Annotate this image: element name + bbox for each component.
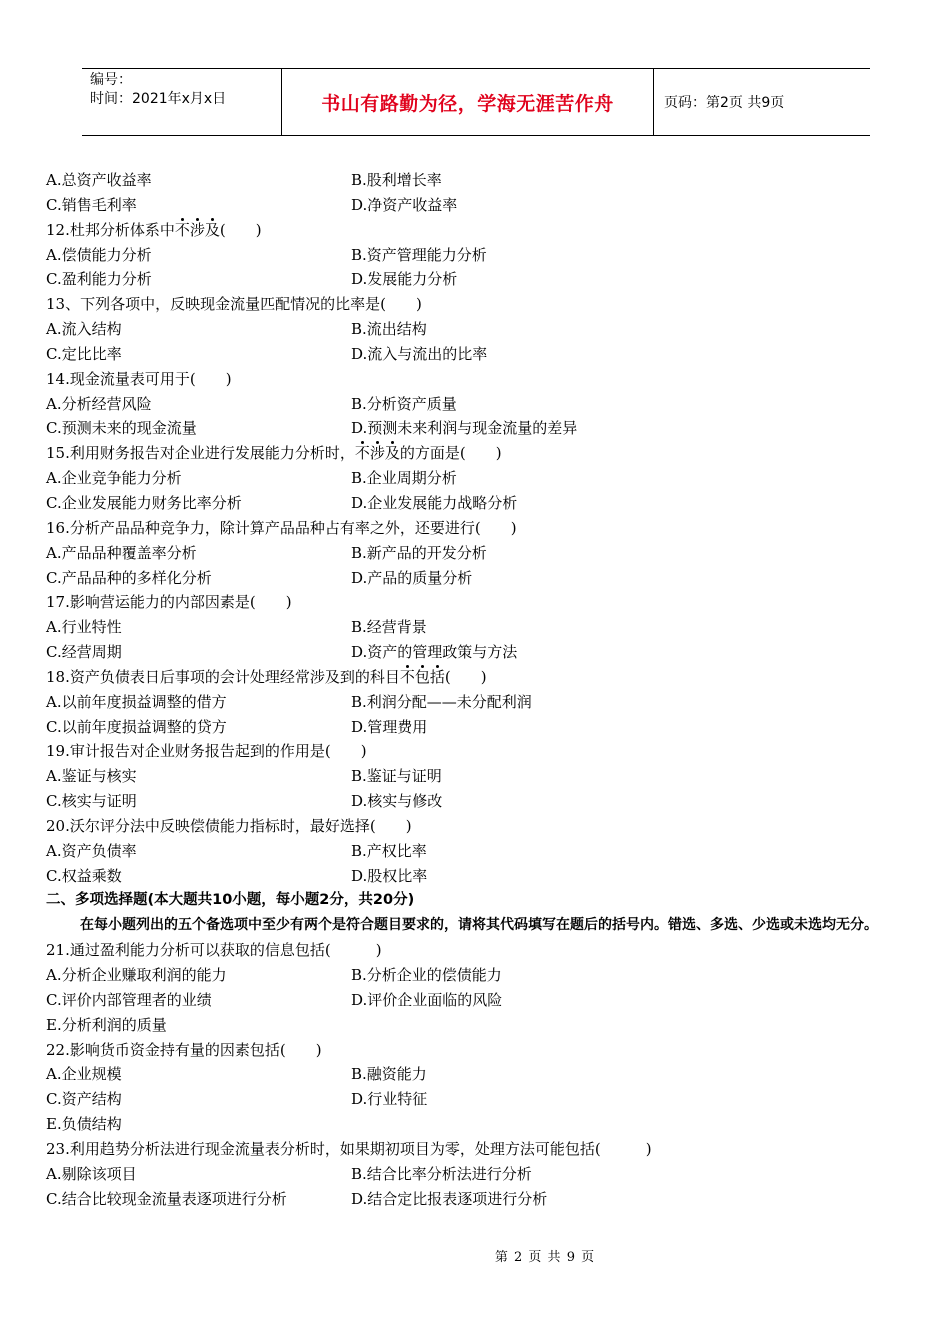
q11-options-row-2 — [46, 193, 916, 218]
number-label: 编号： — [90, 72, 132, 88]
q14-stem: 14.现金流量表可用于( ) — [46, 369, 232, 388]
q17-options-row-2 — [46, 640, 916, 665]
q11-option-b: B.股利增长率 — [351, 171, 442, 189]
q18-option-c: C.以前年度损益调整的贷方 — [46, 717, 227, 736]
q17-stem: 17.影响营运能力的内部因素是( ) — [46, 593, 292, 612]
q12-stem: 12.杜邦分析体系中不涉及( ) — [46, 220, 262, 239]
q22-option-b: B.融资能力 — [351, 1065, 427, 1084]
q16-stem: 16.分析产品品种竞争力，除计算产品品种占有率之外，还要进行( ) — [46, 518, 517, 537]
section-2-instruction: 在每小题列出的五个备选项中至少有两个是符合题目要求的，请将其代码填写在题后的括号内。错选、多选、少选或未选均无分。 — [80, 917, 878, 934]
q12-option-d: D.发展能力分析 — [351, 270, 458, 289]
q18-stem: 18.资产负债表日后事项的会计处理经常涉及到的科目不包括( ) — [46, 667, 487, 686]
emphasis-char: 及 — [204, 220, 220, 239]
q22-option-e: E.负债结构 — [46, 1115, 122, 1134]
q16-option-c: C.产品品种的多样化分析 — [46, 568, 212, 587]
q22-option-a: A.企业规模 — [46, 1065, 122, 1084]
q18-options-row-2 — [46, 715, 916, 740]
q20-options-row-1 — [46, 839, 916, 864]
q21-option-b: B.分析企业的偿债能力 — [351, 966, 502, 984]
q18-option-a: A.以前年度损益调整的借方 — [46, 692, 227, 711]
q17-option-a: A.行业特性 — [46, 618, 122, 637]
q23-option-b: B.结合比率分析法进行分析 — [351, 1164, 532, 1183]
q23-option-a: A.剔除该项目 — [46, 1164, 137, 1183]
page-footer: 第 2 页 共 9 页 — [494, 1250, 596, 1265]
header-meta — [82, 69, 282, 135]
q11-option-d: D.净资产收益率 — [351, 195, 458, 214]
page-header — [82, 68, 870, 136]
q22-options-row-1 — [46, 1062, 916, 1087]
q23-option-c: C.结合比较现金流量表逐项进行分析 — [46, 1189, 287, 1208]
q21-option-c: C.评价内部管理者的业绩 — [46, 990, 212, 1009]
q13-option-c: C.定比比率 — [46, 344, 122, 363]
emphasis-char: 不 — [399, 667, 415, 686]
q23-option-d: D.结合定比报表逐项进行分析 — [351, 1189, 548, 1208]
emphasis-char: 及 — [384, 444, 400, 463]
emphasis-char: 涉 — [369, 444, 385, 463]
q16-option-b: B.新产品的开发分析 — [351, 543, 487, 562]
q21-option-e: E.分析利润的质量 — [46, 1015, 167, 1034]
q12-options-row-2 — [46, 267, 916, 292]
q21-option-a: A.分析企业赚取利润的能力 — [46, 966, 227, 984]
q12-option-b: B.资产管理能力分析 — [351, 245, 487, 264]
q11-option-a: A.总资产收益率 — [46, 171, 152, 189]
q15-option-a: A.企业竞争能力分析 — [46, 469, 182, 488]
time-label: 时间：2021年x月x日 — [90, 91, 227, 107]
q17-option-b: B.经营背景 — [351, 618, 427, 637]
q21-stem: 21.通过盈利能力分析可以获取的信息包括( ) — [46, 941, 382, 960]
q18-option-b: B.利润分配——未分配利润 — [351, 692, 532, 711]
q16-options-row-2 — [46, 566, 916, 591]
emphasis-char: 涉 — [189, 220, 205, 239]
q15-stem: 15.利用财务报告对企业进行发展能力分析时，不涉及的方面是( ) — [46, 444, 502, 463]
q18-option-d: D.管理费用 — [351, 717, 428, 736]
emphasis-char: 不 — [354, 444, 370, 463]
q16-options-row-1 — [46, 541, 916, 566]
q20-option-d: D.股权比率 — [351, 866, 428, 885]
q16-option-d: D.产品的质量分析 — [351, 568, 473, 587]
q19-option-a: A.鉴证与核实 — [46, 767, 137, 786]
q19-option-b: B.鉴证与证明 — [351, 767, 442, 786]
q19-options-row-2 — [46, 789, 916, 814]
q18-options-row-1 — [46, 690, 916, 715]
emphasis-char: 括 — [429, 667, 445, 686]
header-page-info: 页码：第2页 共9页 — [664, 95, 785, 111]
q22-option-d: D.行业特征 — [351, 1090, 428, 1109]
q14-option-b: B.分析资产质量 — [351, 394, 457, 413]
q13-option-a: A.流入结构 — [46, 320, 122, 339]
q11-options-row-1 — [46, 168, 916, 193]
exam-content — [46, 168, 916, 1211]
q17-option-d: D.资产的管理政策与方法 — [351, 643, 518, 662]
section-2-title: 二、多项选择题(本大题共10小题，每小题2分，共20分) — [46, 892, 415, 909]
q20-option-b: B.产权比率 — [351, 841, 427, 860]
q20-option-a: A.资产负债率 — [46, 841, 137, 860]
q15-options-row-1 — [46, 466, 916, 491]
q23-stem: 23.利用趋势分析法进行现金流量表分析时，如果期初项目为零，处理方法可能包括( ) — [46, 1139, 652, 1158]
q22-options-row-2 — [46, 1087, 916, 1112]
q21-options-row-1 — [46, 963, 916, 988]
q11-option-c: C.销售毛利率 — [46, 195, 137, 214]
q15-option-c: C.企业发展能力财务比率分析 — [46, 493, 242, 512]
q19-options-row-1 — [46, 764, 916, 789]
q20-options-row-2 — [46, 864, 916, 889]
q19-option-c: C.核实与证明 — [46, 792, 137, 811]
q12-options-row-1 — [46, 243, 916, 268]
q13-option-b: B.流出结构 — [351, 320, 427, 339]
q20-stem: 20.沃尔评分法中反映偿债能力指标时，最好选择( ) — [46, 816, 412, 835]
q20-option-c: C.权益乘数 — [46, 866, 122, 885]
q15-option-b: B.企业周期分析 — [351, 469, 457, 488]
q13-stem: 13、下列各项中，反映现金流量匹配情况的比率是( ) — [46, 295, 422, 314]
q19-option-d: D.核实与修改 — [351, 792, 443, 811]
q13-options-row-1 — [46, 317, 916, 342]
q23-options-row-1 — [46, 1162, 916, 1187]
q13-options-row-2 — [46, 342, 916, 367]
q15-option-d: D.企业发展能力战略分析 — [351, 493, 518, 512]
q22-stem: 22.影响货币资金持有量的因素包括( ) — [46, 1040, 322, 1059]
q12-option-a: A.偿债能力分析 — [46, 245, 152, 264]
q13-option-d: D.流入与流出的比率 — [351, 344, 488, 363]
q17-option-c: C.经营周期 — [46, 643, 122, 662]
q14-option-d: D.预测未来利润与现金流量的差异 — [351, 419, 578, 438]
q12-option-c: C.盈利能力分析 — [46, 270, 152, 289]
q21-options-row-2 — [46, 988, 916, 1013]
q14-option-c: C.预测未来的现金流量 — [46, 419, 197, 438]
q17-options-row-1 — [46, 615, 916, 640]
q16-option-a: A.产品品种覆盖率分析 — [46, 543, 197, 562]
q15-options-row-2 — [46, 491, 916, 516]
q21-option-d: D.评价企业面临的风险 — [351, 990, 503, 1009]
header-motto: 书山有路勤为径，学海无涯苦作舟 — [282, 69, 654, 135]
emphasis-char: 包 — [414, 667, 430, 686]
q14-option-a: A.分析经营风险 — [46, 394, 152, 413]
q19-stem: 19.审计报告对企业财务报告起到的作用是( ) — [46, 742, 367, 761]
emphasis-char: 不 — [174, 220, 190, 239]
q14-options-row-1 — [46, 392, 916, 417]
q22-option-c: C.资产结构 — [46, 1090, 122, 1109]
q14-options-row-2 — [46, 416, 916, 441]
q23-options-row-2 — [46, 1187, 916, 1212]
